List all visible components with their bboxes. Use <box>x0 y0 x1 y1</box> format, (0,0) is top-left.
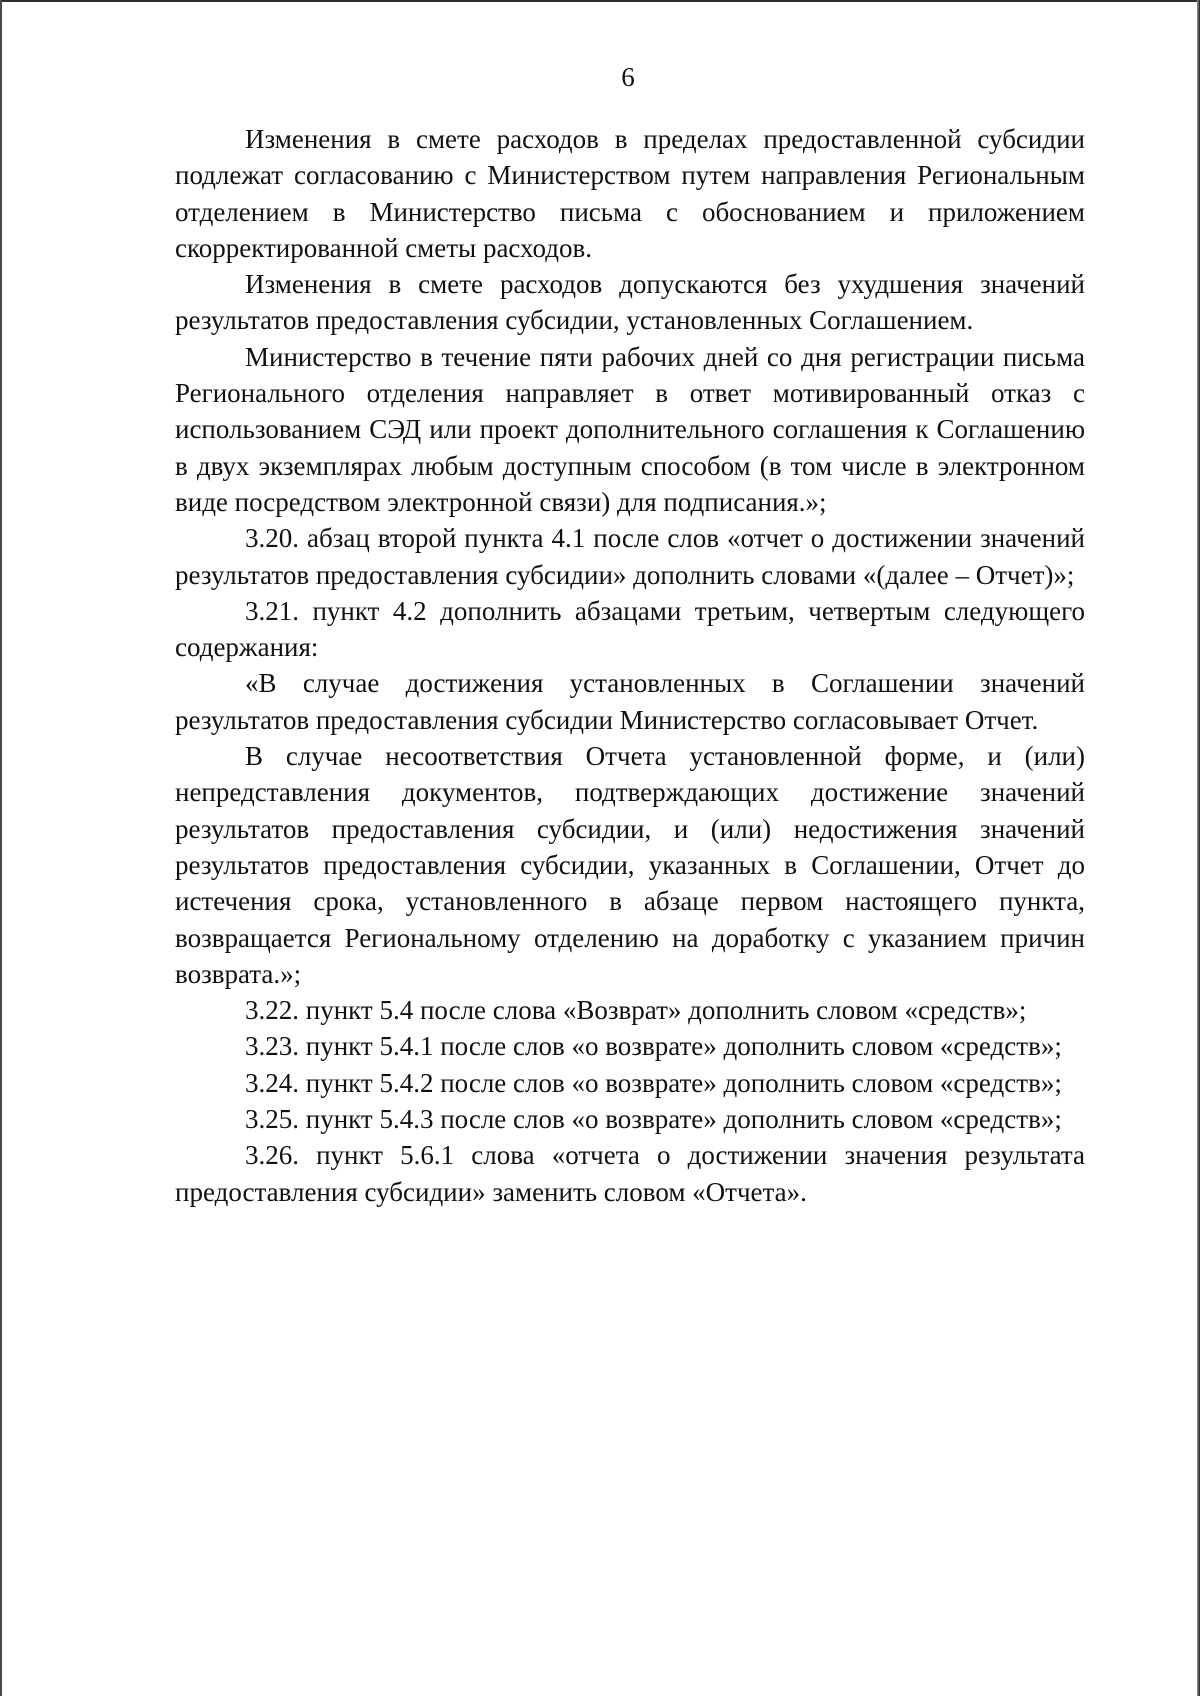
paragraph: 3.20. абзац второй пункта 4.1 после слов «отчет о достижении значений результатов предоставления субсидии» дополнить словами «(далее – Отчет)»; <box>175 523 1085 590</box>
paragraph: 3.21. пункт 4.2 дополнить абзацами третьим, четвертым следующего содержания: <box>175 595 1085 663</box>
paragraph: «В случае достижения установленных в Соглашении значений результатов предоставления субсидии Министерство согласовывает Отчет. <box>175 668 1085 735</box>
paragraph: Изменения в смете расходов допускаются без ухудшения значений результатов предоставления субсидии, установленных Соглашением. <box>175 269 1085 336</box>
paragraph: 3.25. пункт 5.4.3 после слов «о возврате» дополнить словом «средств»; <box>245 1104 1062 1135</box>
paragraph: 3.26. пункт 5.6.1 слова «отчета о достижении значения результата предоставления субсидии» заменить словом «Отчета». <box>175 1140 1085 1207</box>
paragraph: 3.24. пункт 5.4.2 после слов «о возврате» дополнить словом «средств»; <box>245 1067 1062 1098</box>
paragraph: Изменения в смете расходов в пределах предоставленной субсидии подлежат согласованию с Министерством путем направления Региональным отделением в Министерство письма с обоснованием и приложением скорректированной сметы расходов. <box>175 124 1085 263</box>
paragraph: 3.22. пункт 5.4 после слова «Возврат» дополнить словом «средств»; <box>245 995 1027 1026</box>
paragraph: В случае несоответствия Отчета установленной форме, и (или) непредставления документов, подтверждающих достижение значений результатов предоставления субсидии, и (или) недостижения значений результатов предоставления субсидии, указанных в Соглашении, Отчет до истечения срока, установленного в абзаце первом настоящего пункта, возвращается Региональному отделению на доработку с указанием причин возврата.»; <box>175 741 1085 989</box>
paragraph: 3.23. пункт 5.4.1 после слов «о возврате» дополнить словом «средств»; <box>245 1031 1062 1062</box>
paragraph: Министерство в течение пяти рабочих дней со дня регистрации письма Регионального отделения направляет в ответ мотивированный отказ с использованием СЭД или проект дополнительного соглашения к Соглашению в двух экземплярах любым доступным способом (в том числе в электронном виде посредством электронной связи) для подписания.»; <box>175 341 1085 517</box>
scan-edge-left <box>0 0 2 1696</box>
page-number: 6 <box>621 62 635 92</box>
scan-edge-top <box>0 0 1200 2</box>
document-body <box>175 121 1085 1210</box>
